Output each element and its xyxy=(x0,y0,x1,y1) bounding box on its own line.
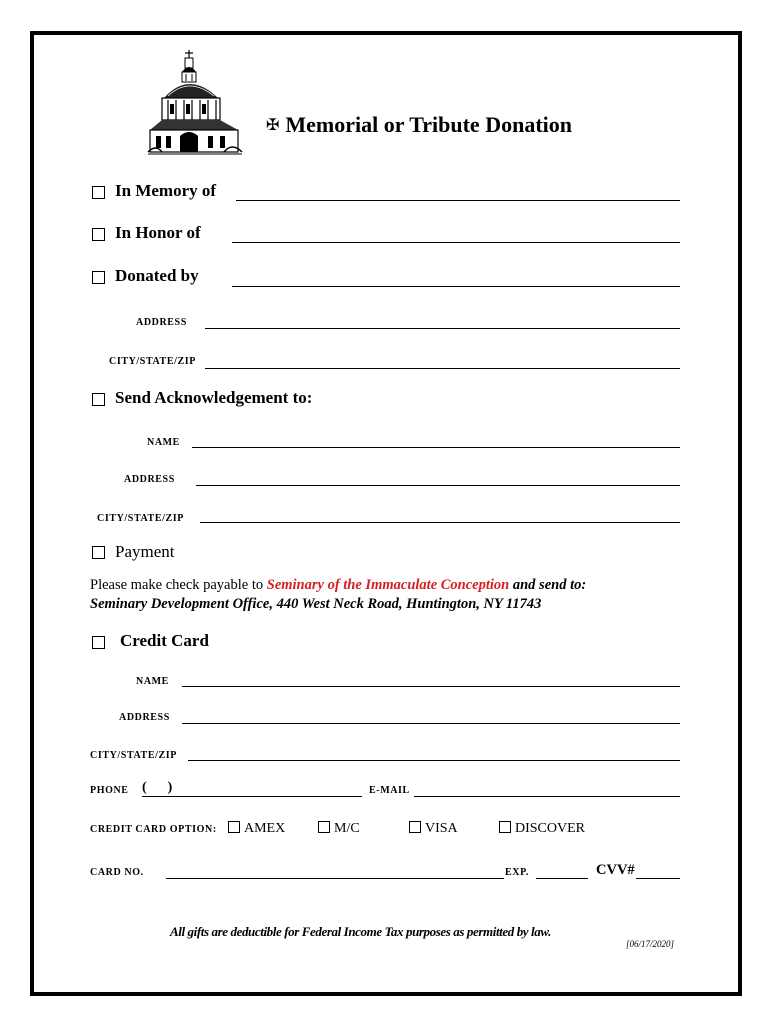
exp-field[interactable] xyxy=(536,878,588,879)
maltese-cross-icon: ✠ xyxy=(266,117,280,134)
mc-checkbox[interactable] xyxy=(318,821,330,833)
mailing-address: Seminary Development Office, 440 West Neck Road, Huntington, NY 11743 xyxy=(90,596,542,612)
donated-by-label: Donated by xyxy=(115,266,199,285)
ack-name-field[interactable] xyxy=(192,447,680,448)
donor-address-label: ADDRESS xyxy=(136,317,187,328)
form-title-text: Memorial or Tribute Donation xyxy=(285,112,572,137)
email-field[interactable] xyxy=(414,796,680,797)
send-ack-label: Send Acknowledgement to: xyxy=(115,388,313,407)
ack-city-state-zip-field[interactable] xyxy=(200,522,680,523)
ack-city-state-zip-label: CITY/STATE/ZIP xyxy=(97,513,184,524)
mc-label: M/C xyxy=(334,821,360,836)
form-date-code: [06/17/2020] xyxy=(626,939,675,949)
email-label: E-MAIL xyxy=(369,785,410,796)
ack-name-label: NAME xyxy=(147,437,180,448)
in-memory-checkbox[interactable] xyxy=(92,186,105,199)
cc-address-label: ADDRESS xyxy=(119,712,170,723)
amex-label: AMEX xyxy=(244,821,286,836)
donor-address-field[interactable] xyxy=(205,328,680,329)
phone-label: PHONE xyxy=(90,785,129,796)
cc-city-state-zip-label: CITY/STATE/ZIP xyxy=(90,750,177,761)
donor-city-state-zip-field[interactable] xyxy=(205,368,680,369)
in-memory-label: In Memory of xyxy=(115,181,217,200)
payment-text-suffix: and send to: xyxy=(509,577,587,593)
phone-area-code-parens: ( ) xyxy=(142,780,173,795)
cc-name-field[interactable] xyxy=(182,686,680,687)
tax-deductible-note: All gifts are deductible for Federal Income Tax purposes as permitted by law. xyxy=(170,924,551,939)
send-ack-checkbox[interactable] xyxy=(92,393,105,406)
option-mc[interactable] xyxy=(318,820,360,837)
cc-name-label: NAME xyxy=(136,676,169,687)
phone-field[interactable] xyxy=(142,796,362,797)
payment-checkbox[interactable] xyxy=(92,546,105,559)
in-honor-label: In Honor of xyxy=(115,223,201,242)
payee-name: Seminary of the Immaculate Conception xyxy=(266,577,510,593)
donated-by-field[interactable] xyxy=(232,286,680,287)
in-honor-checkbox[interactable] xyxy=(92,228,105,241)
credit-card-checkbox[interactable] xyxy=(92,636,105,649)
visa-checkbox[interactable] xyxy=(409,821,421,833)
payment-instructions xyxy=(90,576,710,614)
in-memory-field[interactable] xyxy=(236,200,680,201)
option-visa[interactable] xyxy=(409,820,458,837)
donor-city-state-zip-label: CITY/STATE/ZIP xyxy=(109,356,196,367)
cc-address-field[interactable] xyxy=(182,723,680,724)
cvv-label: CVV# xyxy=(596,862,635,878)
ack-address-label: ADDRESS xyxy=(124,474,175,485)
donated-by-checkbox[interactable] xyxy=(92,271,105,284)
credit-card-label: Credit Card xyxy=(120,631,209,650)
ack-address-field[interactable] xyxy=(196,485,680,486)
payment-text-prefix: Please make check payable to xyxy=(90,577,267,593)
visa-label: VISA xyxy=(425,821,458,836)
discover-label: DISCOVER xyxy=(515,821,586,836)
option-amex[interactable] xyxy=(228,820,285,837)
discover-checkbox[interactable] xyxy=(499,821,511,833)
card-number-label: CARD NO. xyxy=(90,867,144,878)
church-dome-logo xyxy=(146,48,246,158)
amex-checkbox[interactable] xyxy=(228,821,240,833)
exp-label: EXP. xyxy=(505,867,529,878)
card-number-field[interactable] xyxy=(166,878,504,879)
in-honor-field[interactable] xyxy=(232,242,680,243)
cc-city-state-zip-field[interactable] xyxy=(188,760,680,761)
cc-option-label: CREDIT CARD OPTION: xyxy=(90,824,217,835)
payment-label: Payment xyxy=(115,542,175,561)
option-discover[interactable] xyxy=(499,820,585,837)
cvv-field[interactable] xyxy=(636,878,680,879)
form-title xyxy=(266,112,572,138)
